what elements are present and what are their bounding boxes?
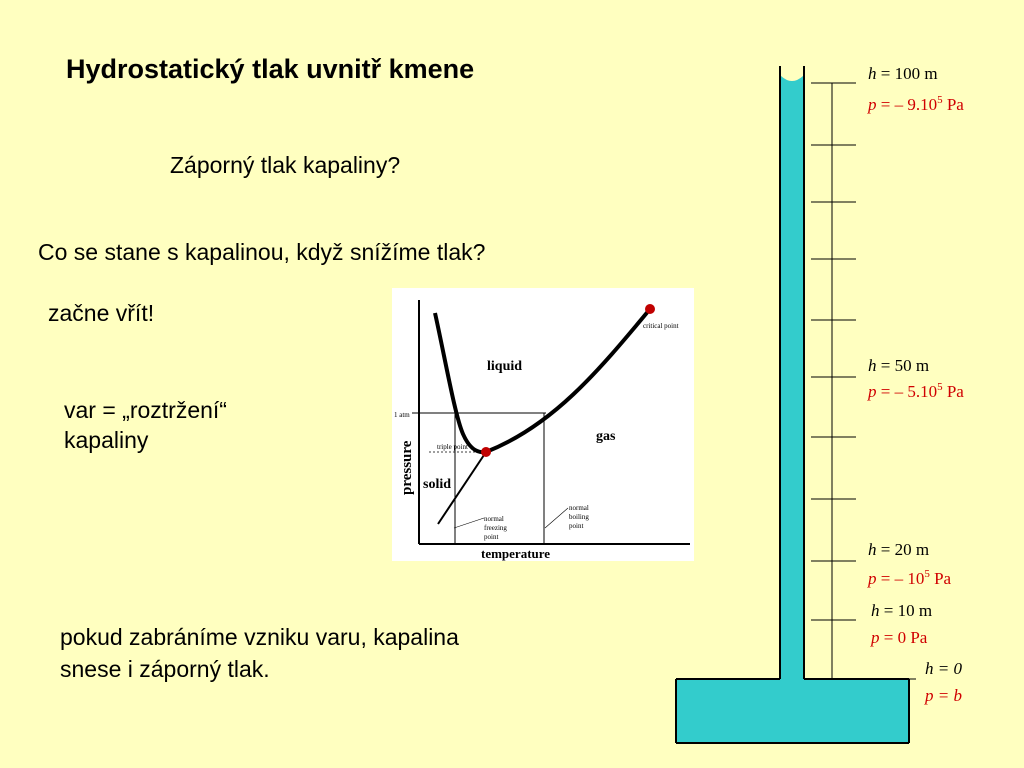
p-unit: Pa <box>929 569 952 588</box>
h-symbol: h <box>868 540 877 559</box>
p-value: = – 5.10 <box>876 382 938 401</box>
freezing-pointer <box>454 518 484 528</box>
p-symbol: p <box>868 569 877 588</box>
temperature-axis-label: temperature <box>481 546 551 561</box>
boiling-label-1: normal <box>569 504 589 512</box>
critical-point-label: critical point <box>643 322 679 330</box>
p-exponent: 5 <box>937 94 943 106</box>
phase-diagram <box>392 288 694 561</box>
level-20-pressure <box>868 569 951 589</box>
level-100-height <box>868 64 938 84</box>
p-symbol: p <box>925 686 934 705</box>
h-value: = 10 m <box>879 601 933 620</box>
p-exponent: 5 <box>937 381 943 393</box>
var-definition-line2: kapaliny <box>64 427 149 453</box>
one-atm-label: 1 atm <box>394 411 410 419</box>
p-value: = – 9.10 <box>876 95 938 114</box>
p-symbol: p <box>871 628 880 647</box>
boiling-label-2: boiling <box>569 513 589 521</box>
p-unit: Pa <box>942 382 964 401</box>
answer-boiling: začne vřít! <box>48 300 155 326</box>
boiling-label-3: point <box>569 522 584 530</box>
freezing-label-3: point <box>484 533 499 541</box>
level-10-pressure <box>871 628 927 648</box>
h-value: = 100 m <box>876 64 938 83</box>
h-symbol: h <box>925 659 934 678</box>
melting-curve <box>435 313 486 452</box>
h-value: = 0 <box>933 659 962 678</box>
reservoir-water <box>676 679 909 743</box>
level-10-height <box>871 601 932 621</box>
p-exponent: 5 <box>924 568 930 580</box>
p-symbol: p <box>868 382 877 401</box>
vaporization-curve <box>486 309 650 452</box>
question-negative-pressure: Záporný tlak kapaliny? <box>170 152 401 178</box>
p-value: = – 10 <box>876 569 925 588</box>
h-symbol: h <box>871 601 880 620</box>
level-100-pressure <box>868 95 964 115</box>
pressure-axis-label: pressure <box>399 440 415 495</box>
h-symbol: h <box>868 64 877 83</box>
p-value: = 0 Pa <box>879 628 928 647</box>
level-50-height <box>868 356 929 376</box>
boiling-pointer <box>545 508 568 528</box>
h-value: = 20 m <box>876 540 930 559</box>
question-lower-pressure: Co se stane s kapalinou, když snížíme tlak? <box>38 239 486 265</box>
h-value: = 50 m <box>876 356 930 375</box>
phase-diagram-svg <box>392 288 694 561</box>
tube-water <box>781 76 803 681</box>
h-symbol: h <box>868 356 877 375</box>
p-symbol: p <box>868 95 877 114</box>
conclusion-line2: snese i záporný tlak. <box>60 656 270 682</box>
level-50-pressure <box>868 382 964 402</box>
gas-label: gas <box>596 429 616 444</box>
level-0-height <box>925 659 962 679</box>
slide-title: Hydrostatický tlak uvnitř kmene <box>66 54 475 84</box>
var-definition-line1: var = „roztržení“ <box>64 397 227 423</box>
freezing-label-1: normal <box>484 515 504 523</box>
scale-ticks <box>811 83 916 679</box>
conclusion-line1: pokud zabráníme vzniku varu, kapalina <box>60 624 459 650</box>
solid-label: solid <box>423 477 452 492</box>
triple-point-dot <box>481 447 491 457</box>
triple-point-label: triple point <box>437 443 468 451</box>
freezing-label-2: freezing <box>484 524 507 532</box>
p-value: = b <box>933 686 962 705</box>
level-0-pressure <box>925 686 962 706</box>
liquid-label: liquid <box>487 359 523 374</box>
p-unit: Pa <box>942 95 964 114</box>
critical-point-dot <box>645 304 655 314</box>
level-20-height <box>868 540 929 560</box>
